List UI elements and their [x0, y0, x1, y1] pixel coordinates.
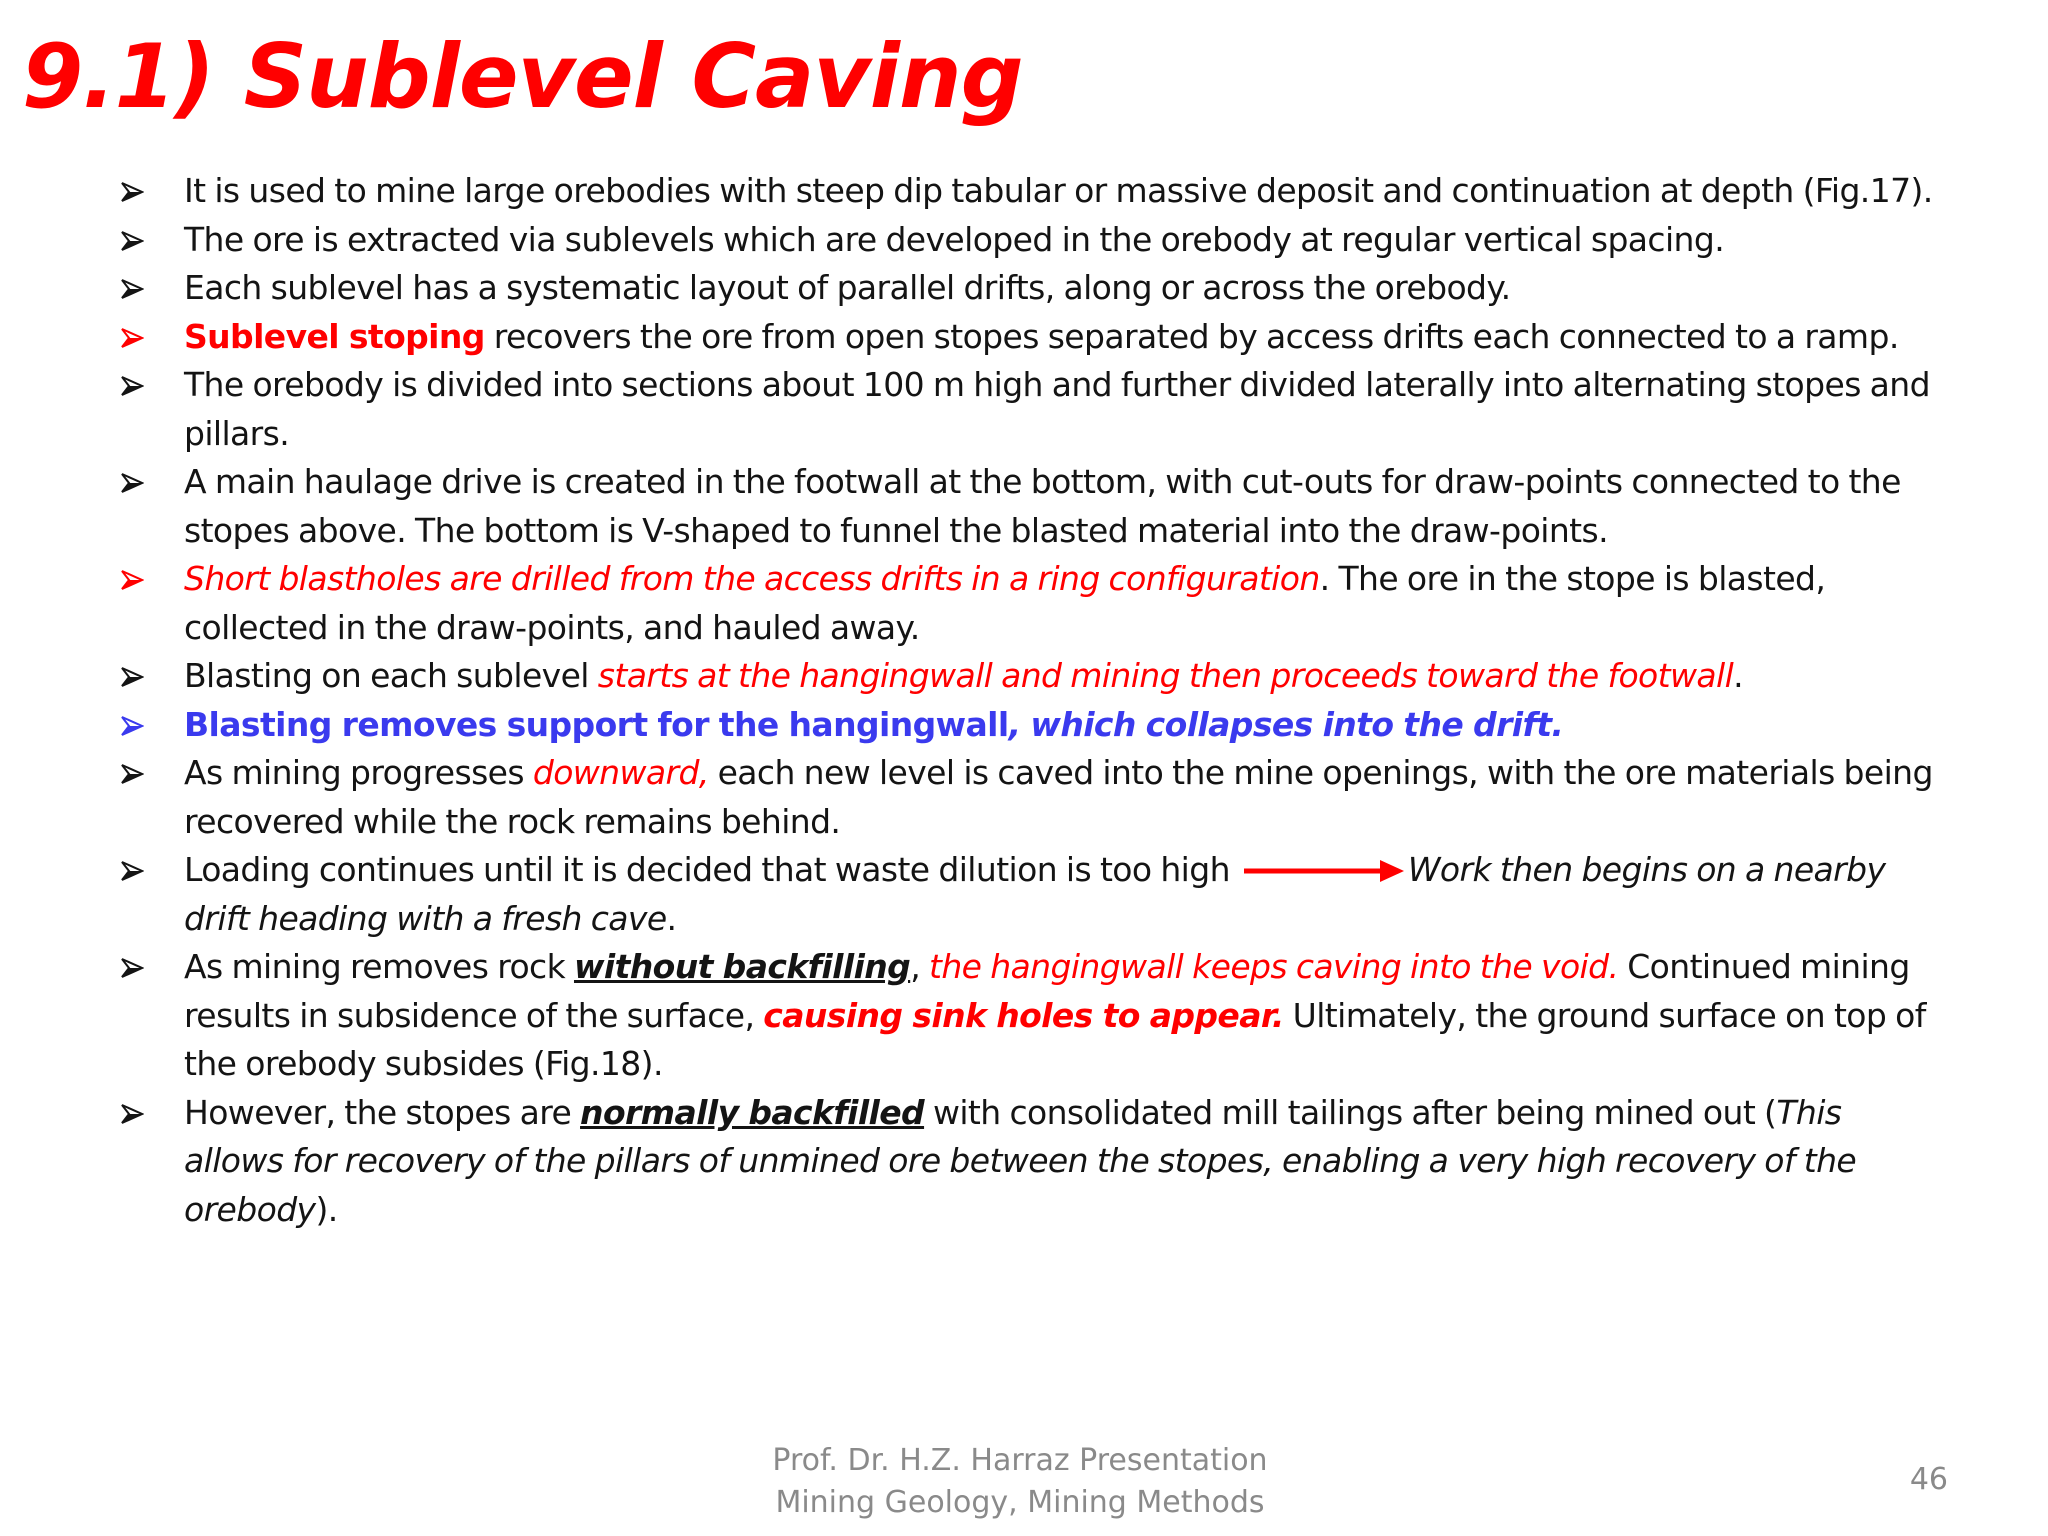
bullet-item	[118, 264, 1938, 313]
bullet-item	[118, 1089, 1938, 1235]
bullet-text-run: Sublevel stoping	[184, 316, 485, 356]
bullet-text-run: without backfilling	[573, 947, 911, 986]
bullet-text-run: . The ore in the stope is blasted, collected in the draw-points, and hauled away.	[184, 559, 1826, 647]
bullet-text-run: However, the stopes are	[184, 1092, 581, 1132]
bullet-item	[118, 216, 1938, 265]
bullet-text-run: It is used to mine large orebodies with steep dip tabular or massive deposit and continuation at depth (Fig.17).	[184, 171, 1933, 210]
arrowhead-bullet-icon	[120, 762, 144, 786]
bullet-text-run: Loading continues until it is decided that waste dilution is too high	[184, 850, 1230, 889]
bullet-item	[118, 846, 1938, 943]
arrowhead-bullet-icon	[120, 956, 144, 980]
bullet-text-run: This allows for recovery of the pillars of unmined ore between the stopes, enabling a very high recovery of the orebody	[184, 1092, 1857, 1229]
bullet-item	[118, 555, 1938, 652]
bullet-text-run: ,	[910, 947, 929, 986]
bullet-text-run: Continued mining results in subsidence of the surface,	[184, 947, 1910, 1035]
bullet-text-run: downward,	[532, 753, 709, 792]
bullet-item	[118, 749, 1938, 846]
bullet-text-run: Blasting removes support for the hangingwall	[184, 704, 1009, 744]
bullet-text-run: each new level is caved into the mine openings, with the ore materials being recovered while the rock remains behind.	[184, 753, 1933, 841]
bullet-text-run: recovers the ore from open stopes separated by access drifts each connected to a ramp.	[484, 316, 1899, 356]
arrowhead-bullet-icon	[120, 665, 144, 689]
bullet-item	[118, 361, 1938, 458]
footer-course: Mining Geology, Mining Methods	[775, 1485, 1265, 1520]
bullet-text-run: Each sublevel has a systematic layout of parallel drifts, along or across the orebody.	[184, 268, 1511, 307]
arrowhead-bullet-icon	[120, 277, 144, 301]
bullet-text-run: Blasting on each sublevel	[184, 656, 598, 695]
bullet-text-run: starts at the hangingwall and mining then proceeds toward the footwall	[597, 656, 1734, 695]
bullet-item	[118, 943, 1938, 1089]
bullet-text-run: Short blastholes are drilled from the access drifts in a ring configuration	[184, 559, 1320, 598]
arrowhead-bullet-icon	[120, 471, 144, 495]
bullet-text-run: the hangingwall keeps caving into the void.	[928, 947, 1619, 986]
right-arrow-icon	[1244, 858, 1406, 884]
bullet-text-run: As mining progresses	[184, 753, 533, 792]
bullet-text-run: ).	[315, 1189, 338, 1229]
bullet-text-run: causing sink holes to appear.	[763, 995, 1284, 1035]
bullet-text-run: with consolidated mill tailings after being mined out (	[924, 1092, 1777, 1132]
bullet-text-run: Ultimately, the ground surface on top of the orebody subsides (Fig.18).	[184, 995, 1926, 1083]
bullet-list	[118, 167, 1938, 1234]
arrowhead-bullet-icon	[120, 714, 144, 738]
arrowhead-bullet-icon	[120, 859, 144, 883]
footer	[700, 1440, 1340, 1524]
bullet-item	[118, 458, 1938, 555]
slide-title: 9.1) Sublevel Caving	[22, 25, 1023, 128]
page-number: 46	[1909, 1462, 1948, 1497]
arrowhead-bullet-icon	[120, 374, 144, 398]
footer-author: Prof. Dr. H.Z. Harraz Presentation	[772, 1443, 1268, 1478]
bullet-text-run: normally backfilled	[580, 1092, 925, 1132]
arrowhead-bullet-icon	[120, 229, 144, 253]
bullet-text-run: Work then begins on a nearby drift heading with a fresh cave	[184, 850, 1886, 938]
bullet-text-run: .	[666, 898, 677, 938]
bullet-item	[118, 652, 1938, 701]
arrowhead-bullet-icon	[120, 326, 144, 350]
bullet-text-run: , which collapses into the drift.	[1008, 704, 1564, 744]
bullet-text-run: The orebody is divided into sections about 100 m high and further divided laterally into alternating stopes and pillars.	[184, 365, 1930, 453]
arrowhead-bullet-icon	[120, 1102, 144, 1126]
bullet-text-run: .	[1733, 656, 1744, 695]
bullet-text-run: The ore is extracted via sublevels which are developed in the orebody at regular vertical spacing.	[184, 219, 1725, 259]
bullet-item	[118, 701, 1938, 750]
bullet-item	[118, 313, 1938, 362]
bullet-text-run: A main haulage drive is created in the footwall at the bottom, with cut-outs for draw-points connected to the stopes above. The bottom is V-shaped to funnel the blasted material into the draw-points.	[184, 462, 1901, 550]
bullet-item	[118, 167, 1938, 216]
bullet-text-run: As mining removes rock	[184, 947, 574, 986]
arrowhead-bullet-icon	[120, 568, 144, 592]
arrowhead-bullet-icon	[120, 180, 144, 204]
